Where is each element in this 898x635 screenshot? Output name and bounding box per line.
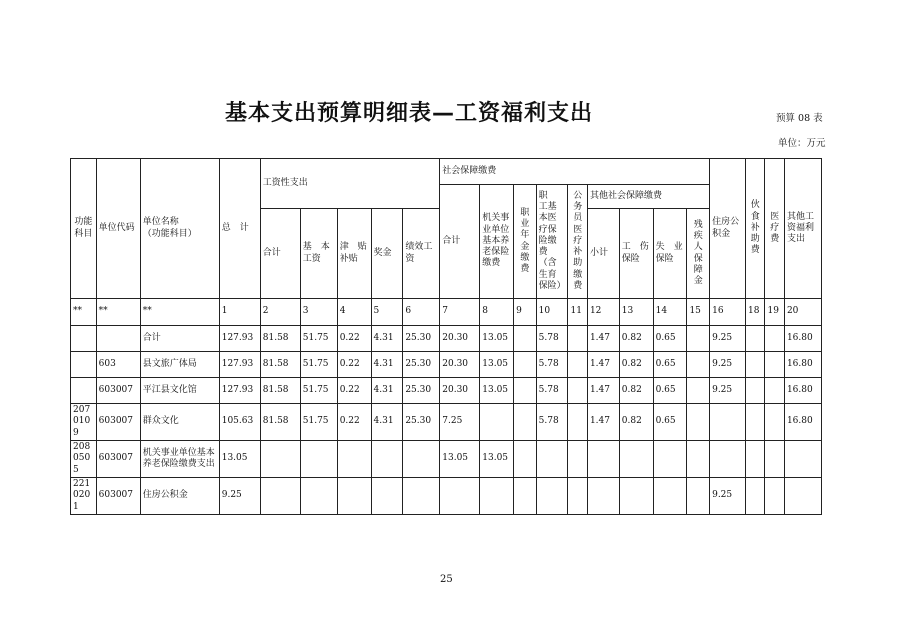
func-subject-cell bbox=[71, 378, 97, 404]
value-cell: 51.75 bbox=[300, 352, 337, 378]
col-housing: 住房公积金 bbox=[710, 159, 746, 299]
value-cell bbox=[765, 326, 784, 352]
value-cell: 4.31 bbox=[371, 378, 403, 404]
col-other-subtotal: 小计 bbox=[587, 209, 619, 299]
table-row bbox=[71, 352, 822, 378]
index-cell: 3 bbox=[300, 299, 337, 326]
func-subject-cell: 2210201 bbox=[71, 478, 97, 515]
unit-code-cell: 603007 bbox=[96, 478, 140, 515]
value-cell: 1.47 bbox=[587, 378, 619, 404]
unit-name-cell: 合计 bbox=[140, 326, 219, 352]
value-cell bbox=[710, 404, 746, 441]
unit-name-cell: 机关事业单位基本养老保险缴费支出 bbox=[140, 441, 219, 478]
value-cell: 0.82 bbox=[619, 378, 653, 404]
unit-label: 单位：万元 bbox=[778, 138, 826, 149]
value-cell: 0.22 bbox=[337, 378, 371, 404]
table-row bbox=[71, 478, 822, 515]
value-cell bbox=[568, 326, 587, 352]
value-cell bbox=[619, 441, 653, 478]
col-unit-code: 单位代码 bbox=[96, 159, 140, 299]
unit-name-cell: 平江县文化馆 bbox=[140, 378, 219, 404]
value-cell bbox=[260, 478, 300, 515]
value-cell bbox=[536, 441, 568, 478]
value-cell: 25.30 bbox=[403, 378, 440, 404]
unit-code-cell: 603007 bbox=[96, 404, 140, 441]
col-total: 总 计 bbox=[219, 159, 260, 299]
value-cell: 13.05 bbox=[480, 326, 514, 352]
value-cell bbox=[403, 441, 440, 478]
value-cell bbox=[619, 478, 653, 515]
value-cell: 0.65 bbox=[653, 404, 687, 441]
value-cell bbox=[514, 352, 537, 378]
value-cell bbox=[765, 404, 784, 441]
value-cell bbox=[480, 478, 514, 515]
value-cell: 16.80 bbox=[784, 352, 821, 378]
func-subject-cell: 2070109 bbox=[71, 404, 97, 441]
col-bonus: 奖金 bbox=[371, 209, 403, 299]
index-cell: 18 bbox=[745, 299, 764, 326]
value-cell: 127.93 bbox=[219, 378, 260, 404]
col-other-welfare: 其他工资福利支出 bbox=[784, 159, 821, 299]
value-cell bbox=[568, 478, 587, 515]
col-unemployment: 失 业保险 bbox=[653, 209, 687, 299]
value-cell bbox=[300, 478, 337, 515]
value-cell bbox=[337, 478, 371, 515]
value-cell bbox=[765, 441, 784, 478]
unit-code-cell: 603 bbox=[96, 352, 140, 378]
value-cell: 0.65 bbox=[653, 352, 687, 378]
value-cell bbox=[514, 326, 537, 352]
index-cell: ** bbox=[71, 299, 97, 326]
unit-code-cell: 603007 bbox=[96, 378, 140, 404]
index-cell: 6 bbox=[403, 299, 440, 326]
value-cell: 127.93 bbox=[219, 352, 260, 378]
value-cell: 0.82 bbox=[619, 352, 653, 378]
value-cell: 4.31 bbox=[371, 404, 403, 441]
value-cell: 13.05 bbox=[480, 352, 514, 378]
data-rows bbox=[71, 326, 822, 515]
index-cell: ** bbox=[96, 299, 140, 326]
value-cell: 81.58 bbox=[260, 378, 300, 404]
value-cell bbox=[514, 478, 537, 515]
value-cell: 81.58 bbox=[260, 352, 300, 378]
index-cell: 14 bbox=[653, 299, 687, 326]
value-cell bbox=[745, 352, 764, 378]
index-cell: 8 bbox=[480, 299, 514, 326]
value-cell bbox=[371, 441, 403, 478]
value-cell bbox=[514, 404, 537, 441]
col-occupational: 职业年金缴费 bbox=[514, 185, 537, 299]
value-cell: 0.22 bbox=[337, 326, 371, 352]
index-cell: 13 bbox=[619, 299, 653, 326]
form-number: 预算 08 表 bbox=[776, 113, 823, 124]
col-social-subtotal: 合计 bbox=[440, 185, 480, 299]
index-cell: 9 bbox=[514, 299, 537, 326]
value-cell: 81.58 bbox=[260, 326, 300, 352]
index-cell: 2 bbox=[260, 299, 300, 326]
index-cell: 10 bbox=[536, 299, 568, 326]
value-cell bbox=[687, 326, 710, 352]
value-cell: 5.78 bbox=[536, 352, 568, 378]
index-cell: 11 bbox=[568, 299, 587, 326]
value-cell: 9.25 bbox=[710, 478, 746, 515]
value-cell: 1.47 bbox=[587, 326, 619, 352]
value-cell bbox=[568, 352, 587, 378]
value-cell: 13.05 bbox=[480, 441, 514, 478]
col-perf-wage: 绩效工资 bbox=[403, 209, 440, 299]
value-cell: 105.63 bbox=[219, 404, 260, 441]
table-row bbox=[71, 404, 822, 441]
value-cell: 5.78 bbox=[536, 326, 568, 352]
value-cell bbox=[784, 441, 821, 478]
col-med-fee: 医疗费 bbox=[765, 159, 784, 299]
value-cell bbox=[480, 404, 514, 441]
value-cell: 16.80 bbox=[784, 404, 821, 441]
func-subject-cell bbox=[71, 326, 97, 352]
col-disability: 残疾人保障金 bbox=[687, 209, 710, 299]
value-cell bbox=[765, 352, 784, 378]
value-cell: 0.65 bbox=[653, 378, 687, 404]
value-cell: 13.05 bbox=[219, 441, 260, 478]
col-basic-wage: 基 本工资 bbox=[300, 209, 337, 299]
value-cell: 25.30 bbox=[403, 352, 440, 378]
value-cell: 51.75 bbox=[300, 378, 337, 404]
func-subject-cell bbox=[71, 352, 97, 378]
value-cell: 1.47 bbox=[587, 404, 619, 441]
value-cell: 0.22 bbox=[337, 404, 371, 441]
value-cell bbox=[514, 378, 537, 404]
value-cell: 0.82 bbox=[619, 326, 653, 352]
value-cell bbox=[536, 478, 568, 515]
index-cell: 7 bbox=[440, 299, 480, 326]
value-cell bbox=[371, 478, 403, 515]
index-cell: 4 bbox=[337, 299, 371, 326]
value-cell bbox=[260, 441, 300, 478]
col-unit-name: 单位名称 （功能科目） bbox=[140, 159, 219, 299]
col-meal: 伙食补助费 bbox=[745, 159, 764, 299]
index-cell: 1 bbox=[219, 299, 260, 326]
page-number: 25 bbox=[440, 574, 453, 585]
value-cell: 25.30 bbox=[403, 404, 440, 441]
value-cell: 13.05 bbox=[440, 441, 480, 478]
table-row bbox=[71, 326, 822, 352]
value-cell bbox=[687, 478, 710, 515]
value-cell bbox=[440, 478, 480, 515]
value-cell: 20.30 bbox=[440, 378, 480, 404]
col-pension: 机关事业单位基本养老保险缴费 bbox=[480, 185, 514, 299]
index-cell: 5 bbox=[371, 299, 403, 326]
value-cell bbox=[745, 404, 764, 441]
value-cell: 7.25 bbox=[440, 404, 480, 441]
index-row bbox=[71, 299, 822, 326]
value-cell bbox=[337, 441, 371, 478]
value-cell: 4.31 bbox=[371, 326, 403, 352]
index-cell: 16 bbox=[710, 299, 746, 326]
value-cell: 25.30 bbox=[403, 326, 440, 352]
budget-table bbox=[70, 158, 822, 515]
value-cell bbox=[765, 378, 784, 404]
group-social: 社会保障缴费 bbox=[440, 159, 710, 185]
value-cell: 20.30 bbox=[440, 352, 480, 378]
value-cell: 16.80 bbox=[784, 378, 821, 404]
value-cell: 127.93 bbox=[219, 326, 260, 352]
value-cell: 81.58 bbox=[260, 404, 300, 441]
unit-name-cell: 群众文化 bbox=[140, 404, 219, 441]
value-cell bbox=[745, 441, 764, 478]
value-cell: 4.31 bbox=[371, 352, 403, 378]
value-cell bbox=[587, 478, 619, 515]
index-cell: 15 bbox=[687, 299, 710, 326]
func-subject-cell: 2080505 bbox=[71, 441, 97, 478]
value-cell: 9.25 bbox=[710, 326, 746, 352]
col-wage-subtotal: 合计 bbox=[260, 209, 300, 299]
group-other-social: 其他社会保障缴费 bbox=[587, 185, 709, 209]
value-cell: 9.25 bbox=[219, 478, 260, 515]
value-cell bbox=[653, 478, 687, 515]
value-cell: 16.80 bbox=[784, 326, 821, 352]
unit-code-cell bbox=[96, 326, 140, 352]
value-cell: 9.25 bbox=[710, 378, 746, 404]
value-cell: 5.78 bbox=[536, 378, 568, 404]
page-title: 基本支出预算明细表—工资福利支出 bbox=[225, 101, 594, 126]
index-cell: 20 bbox=[784, 299, 821, 326]
value-cell bbox=[300, 441, 337, 478]
value-cell bbox=[587, 441, 619, 478]
unit-name-cell: 县文旅广体局 bbox=[140, 352, 219, 378]
value-cell: 5.78 bbox=[536, 404, 568, 441]
value-cell: 1.47 bbox=[587, 352, 619, 378]
value-cell: 13.05 bbox=[480, 378, 514, 404]
value-cell bbox=[568, 441, 587, 478]
value-cell bbox=[403, 478, 440, 515]
table-row bbox=[71, 441, 822, 478]
value-cell bbox=[568, 378, 587, 404]
value-cell: 0.82 bbox=[619, 404, 653, 441]
value-cell bbox=[745, 378, 764, 404]
col-func-subject: 功能科目 bbox=[71, 159, 97, 299]
index-cell: 19 bbox=[765, 299, 784, 326]
group-wage: 工资性支出 bbox=[260, 159, 440, 209]
index-cell: ** bbox=[140, 299, 219, 326]
col-medical: 职 工基本医疗保险缴费（含生育保险） bbox=[536, 185, 568, 299]
value-cell bbox=[568, 404, 587, 441]
value-cell bbox=[687, 404, 710, 441]
value-cell bbox=[687, 378, 710, 404]
value-cell bbox=[514, 441, 537, 478]
value-cell: 51.75 bbox=[300, 404, 337, 441]
index-cell: 12 bbox=[587, 299, 619, 326]
col-injury: 工 伤保险 bbox=[619, 209, 653, 299]
table-row bbox=[71, 378, 822, 404]
value-cell bbox=[710, 441, 746, 478]
value-cell bbox=[765, 478, 784, 515]
value-cell bbox=[784, 478, 821, 515]
col-civil-medical: 公务员医疗补助缴费 bbox=[568, 185, 587, 299]
value-cell: 0.65 bbox=[653, 326, 687, 352]
value-cell bbox=[687, 352, 710, 378]
unit-code-cell: 603007 bbox=[96, 441, 140, 478]
value-cell bbox=[687, 441, 710, 478]
value-cell bbox=[653, 441, 687, 478]
value-cell bbox=[745, 478, 764, 515]
value-cell: 9.25 bbox=[710, 352, 746, 378]
unit-name-cell: 住房公积金 bbox=[140, 478, 219, 515]
value-cell: 51.75 bbox=[300, 326, 337, 352]
value-cell bbox=[745, 326, 764, 352]
value-cell: 0.22 bbox=[337, 352, 371, 378]
col-allowance: 津 贴补贴 bbox=[337, 209, 371, 299]
value-cell: 20.30 bbox=[440, 326, 480, 352]
